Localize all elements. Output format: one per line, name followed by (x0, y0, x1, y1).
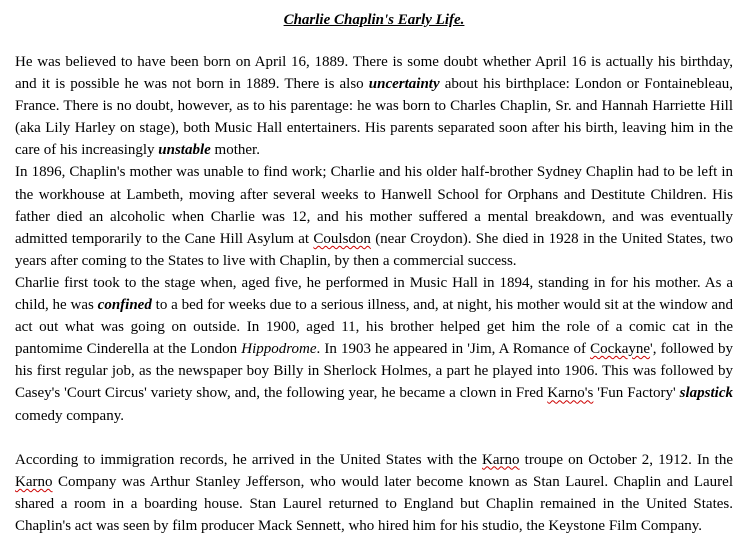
spellcheck-word[interactable]: Karno (482, 451, 520, 468)
spellcheck-word[interactable]: Karno's (547, 385, 594, 402)
paragraph-immigration (15, 449, 733, 537)
text-run: . In 1903 he appeared in 'Jim, A Romance of (316, 341, 591, 358)
text-run: He was believed to have been born on April 16, 1889. There is some doubt whether April 16 is actually his birthday, and it is possible he was not born in 1889. There is also (15, 54, 733, 93)
paragraph-birth (15, 51, 733, 161)
document-title: Charlie Chaplin's Early Life. (283, 12, 465, 28)
text-run: comedy company. (15, 407, 124, 424)
text-run: mother. (210, 142, 260, 159)
emphasis-unstable: unstable (158, 142, 211, 159)
spellcheck-word[interactable]: Karno (15, 473, 53, 490)
text-run: ', followed by his first regular job, as the newspaper boy Billy in Sherlock Holmes, a part he played into 1906. This was followed by Casey's 'Court Circus' variety show, and, the following year, he became a clown in Fred (15, 341, 733, 402)
text-run: to a bed for weeks due to a serious illness, and, at night, his mother would sit at the window and act out what was going on outside. In 1900, aged 11, his brother helped get him the role of a comic cat in the pantomime Cinderella at the London (15, 297, 733, 358)
text-run: 'Fun Factory' (593, 385, 680, 402)
paragraph-gap (15, 427, 733, 449)
emphasis-confined: confined (97, 297, 152, 314)
paragraph-stage (15, 272, 733, 427)
emphasis-uncertainty: uncertainty (368, 76, 440, 93)
text-run: about his birthplace: London or Fontainebleau, France. There is no doubt, however, as to his parentage: he was born to Charles Chaplin, Sr. and Hannah Harriette Hill (aka Lily Harley on stage), both Music Hall entertainers. His parents separated soon after his birth, leaving him in the care of his increasingly (15, 76, 733, 159)
document-page (15, 9, 733, 537)
text-run: troupe on October 2, 1912. In the (519, 451, 733, 468)
text-run: According to immigration records, he arrived in the United States with the (15, 451, 483, 468)
spellcheck-word[interactable]: Cockayne (590, 341, 651, 358)
spellcheck-word[interactable]: Coulsdon (313, 230, 371, 247)
italic-hippodrome: Hippodrome (241, 341, 317, 358)
text-run: (near Croydon). She died in 1928 in the United States, two years after coming to the States to live with Chaplin, by then a commercial success. (15, 230, 733, 269)
text-run: Company was Arthur Stanley Jefferson, who would later become known as Stan Laurel. Chaplin and Laurel shared a room in a boarding house. Stan Laurel returned to England but Chaplin remained in the United States. Chaplin's act was seen by film producer Mack Sennett, who hired him for his studio, the Keystone Film Company. (15, 473, 733, 534)
paragraph-workhouse (15, 161, 733, 271)
emphasis-slapstick: slapstick (679, 385, 734, 402)
text-run: In 1896, Chaplin's mother was unable to find work; Charlie and his older half-brother Sydney Chaplin had to be left in the workhouse at Lambeth, moving after several weeks to Hanwell School for Orphans and Destitute Children. His father died an alcoholic when Charlie was 12, and his mother suffered a mental breakdown, and was eventually admitted temporarily to the Cane Hill Asylum at (15, 164, 733, 247)
text-run: Charlie first took to the stage when, aged five, he performed in Music Hall in 1894, standing in for his mother. As a child, he was (15, 274, 733, 314)
